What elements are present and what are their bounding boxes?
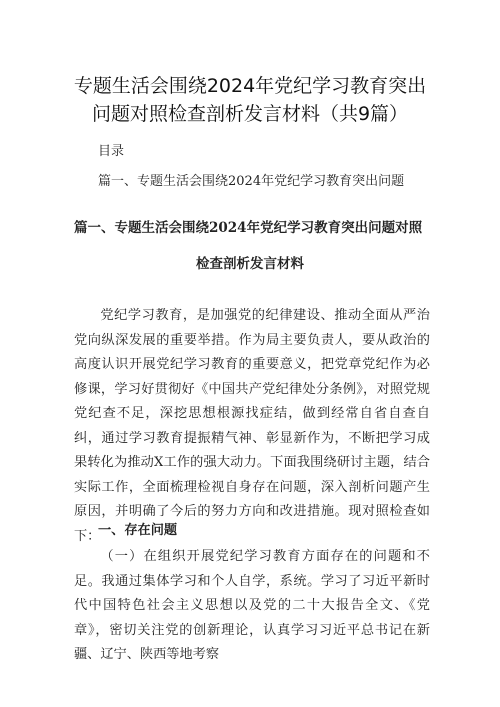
body-paragraph: 党纪学习教育，是加强党的纪律建设、推动全面从严治党向纵深发展的重要举措。作为局主要负责人，要从政治的高度认识开展党纪学习教育的重要意义，把党章党纪作为必修课，学习好贯彻好《中国共产党纪律处分条例》，对照党规党纪查不足，深挖思想根源找症结，做到经常自省自查自纠，通过学习教育提振精气神、彰显新作为，不断把学习成果转化为推动X工作的强大动力。下面我围绕研讨主题，结合实际工作，全面梳理检视自身存在问题，深入剖析问题产生原因，并明确了今后的努力方向和改进措施。现对照检查如下： (74, 308, 430, 544)
document-title (60, 72, 440, 128)
toc-item[interactable]: 篇一、专题生活会围绕2024年党纪学习教育突出问题 (98, 174, 405, 189)
section-title: 篇一、专题生活会围绕2024年党纪学习教育突出问题对照 (74, 220, 423, 236)
toc-heading: 目录 (98, 144, 125, 159)
title-line-2: 问题对照检查剖析发言材料（共9篇） (91, 103, 409, 125)
body-paragraph: （一）在组织开展党纪学习教育方面存在的问题和不足。我通过集体学习和个人自学，系统。学习了习近平新时代中国特色社会主义思想以及党的二十大报告全文、《党章》，密切关注党的创新理论，认真学习习近平总书记在新疆、辽宁、陕西等地考察 (74, 549, 430, 662)
section-title-continued: 检查剖析发言材料 (196, 256, 304, 272)
sub-heading: 一、存在问题 (98, 523, 178, 538)
title-line-1: 专题生活会围绕2024年党纪学习教育突出 (73, 75, 427, 97)
